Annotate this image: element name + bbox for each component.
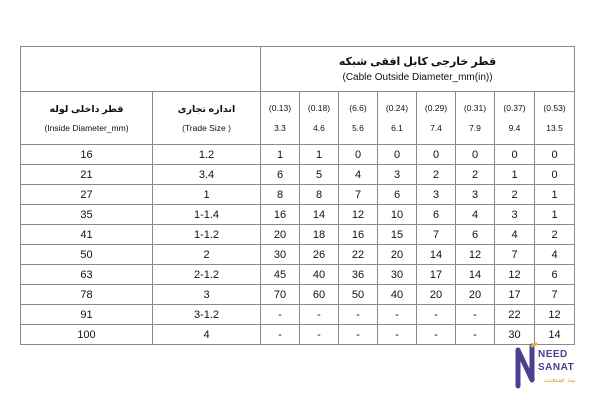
inside-diameter-cell: 91: [21, 305, 153, 325]
cable-fill-table: [20, 46, 575, 345]
cable-count-cell: 4: [339, 165, 378, 185]
cable-count-cell: -: [378, 305, 417, 325]
trade-size-cell: 3.4: [153, 165, 261, 185]
cable-count-cell: 20: [417, 285, 456, 305]
logo-text-fa: نید صنعت: [544, 375, 576, 384]
inside-diameter-cell: 63: [21, 265, 153, 285]
cable-size-mm: 7.4: [430, 123, 442, 133]
cable-size-header: [456, 92, 495, 145]
logo-mark-icon: [512, 340, 540, 392]
cable-size-mm: 5.6: [352, 123, 364, 133]
cable-count-cell: 0: [378, 145, 417, 165]
cable-count-cell: 20: [456, 285, 495, 305]
cable-count-cell: 20: [378, 245, 417, 265]
cable-count-cell: 6: [456, 225, 495, 245]
cable-size-header: [339, 92, 378, 145]
table-body: [21, 47, 575, 345]
cable-count-cell: 2: [535, 225, 575, 245]
table-title-cell: [261, 47, 575, 92]
cable-size-header: [378, 92, 417, 145]
trade-size-cell: 3: [153, 285, 261, 305]
cable-count-cell: 6: [261, 165, 300, 185]
cable-count-cell: 0: [456, 145, 495, 165]
cable-count-cell: 50: [339, 285, 378, 305]
cable-count-cell: 8: [261, 185, 300, 205]
table-row: [21, 145, 575, 165]
cable-size-inch: (0.29): [424, 103, 448, 113]
cable-count-cell: 7: [495, 245, 535, 265]
cable-size-inch: (0.53): [543, 103, 566, 113]
trade-size-cell: 2: [153, 245, 261, 265]
cable-size-mm: 13.5: [546, 123, 563, 133]
trade-size-cell: 1-1.2: [153, 225, 261, 245]
inside-diameter-cell: 78: [21, 285, 153, 305]
trade-size-cell: 1-1.4: [153, 205, 261, 225]
title-row: [21, 47, 575, 92]
table-row: [21, 185, 575, 205]
cable-count-cell: 12: [535, 305, 575, 325]
cable-count-cell: 0: [535, 145, 575, 165]
table-row: [21, 205, 575, 225]
cable-count-cell: -: [300, 325, 339, 345]
cable-count-cell: -: [261, 325, 300, 345]
cable-count-cell: 20: [261, 225, 300, 245]
cable-count-cell: 1: [535, 185, 575, 205]
cable-count-cell: -: [417, 325, 456, 345]
cable-count-cell: -: [300, 305, 339, 325]
table-row: [21, 265, 575, 285]
cable-count-cell: 14: [456, 265, 495, 285]
trade-size-cell: 1.2: [153, 145, 261, 165]
cable-size-mm: 9.4: [508, 123, 521, 133]
cable-count-cell: 22: [495, 305, 535, 325]
inside-diameter-cell: 16: [21, 145, 153, 165]
cable-count-cell: 2: [417, 165, 456, 185]
cable-size-header: [535, 92, 575, 145]
cable-count-cell: 3: [495, 205, 535, 225]
table-title-fa: قطر خارجی کابل افقی شبکه: [338, 56, 497, 68]
cable-size-inch: (0.24): [385, 103, 409, 113]
cable-count-cell: 14: [535, 325, 575, 345]
cable-count-cell: 0: [417, 145, 456, 165]
cable-count-cell: 12: [495, 265, 535, 285]
trade-size-cell: 3-1.2: [153, 305, 261, 325]
inside-diameter-cell: 27: [21, 185, 153, 205]
cable-count-cell: 4: [535, 245, 575, 265]
inside-diameter-header: [21, 92, 153, 145]
cable-count-cell: 7: [417, 225, 456, 245]
inside-diameter-header-fa: قطر داخلی لوله: [49, 103, 124, 115]
inside-diameter-cell: 50: [21, 245, 153, 265]
cable-count-cell: 14: [300, 205, 339, 225]
cable-count-cell: 3: [417, 185, 456, 205]
cable-count-cell: 40: [378, 285, 417, 305]
cable-count-cell: 0: [495, 145, 535, 165]
cable-count-cell: 1: [535, 205, 575, 225]
cable-count-cell: -: [261, 305, 300, 325]
cable-count-cell: 2: [495, 185, 535, 205]
cable-count-cell: 8: [300, 185, 339, 205]
cable-count-cell: 17: [495, 285, 535, 305]
cable-count-cell: 40: [300, 265, 339, 285]
trade-size-cell: 2-1.2: [153, 265, 261, 285]
cable-size-inch: (6.6): [349, 103, 367, 113]
trade-size-cell: 1: [153, 185, 261, 205]
table-row: [21, 325, 575, 345]
cable-count-cell: -: [456, 305, 495, 325]
cable-count-cell: 1: [495, 165, 535, 185]
cable-count-cell: 7: [339, 185, 378, 205]
cable-count-cell: 6: [417, 205, 456, 225]
cable-size-header: [417, 92, 456, 145]
cable-size-mm: 3.3: [274, 123, 286, 133]
cable-count-cell: 18: [300, 225, 339, 245]
blank-header-cell: [21, 47, 261, 92]
cable-count-cell: 26: [300, 245, 339, 265]
cable-count-cell: -: [456, 325, 495, 345]
cable-size-header: [300, 92, 339, 145]
cable-count-cell: 36: [339, 265, 378, 285]
cable-count-cell: 30: [261, 245, 300, 265]
cable-size-inch: (0.13): [268, 103, 292, 113]
cable-size-header: [495, 92, 535, 145]
table-row: [21, 285, 575, 305]
cable-size-header: [261, 92, 300, 145]
cable-count-cell: -: [378, 325, 417, 345]
cable-count-cell: 70: [261, 285, 300, 305]
trade-size-header: [153, 92, 261, 145]
cable-count-cell: 12: [456, 245, 495, 265]
cable-count-cell: 16: [339, 225, 378, 245]
cable-count-cell: 6: [378, 185, 417, 205]
inside-diameter-header-en: (Inside Diameter_mm): [44, 122, 129, 133]
cable-count-cell: 4: [495, 225, 535, 245]
cable-count-cell: 5: [300, 165, 339, 185]
cable-count-cell: 14: [417, 245, 456, 265]
logo-text-need: NEED: [538, 349, 568, 360]
cable-count-cell: 3: [456, 185, 495, 205]
table-row: [21, 245, 575, 265]
cable-size-mm: 4.6: [313, 123, 325, 133]
cable-count-cell: -: [417, 305, 456, 325]
cable-count-cell: 16: [261, 205, 300, 225]
cable-count-cell: 4: [456, 205, 495, 225]
cable-size-inch: (0.37): [503, 103, 526, 113]
inside-diameter-cell: 35: [21, 205, 153, 225]
cable-count-cell: 0: [535, 165, 575, 185]
cable-count-cell: 60: [300, 285, 339, 305]
need-sanat-logo: [512, 336, 596, 396]
table-row: [21, 165, 575, 185]
cable-size-row: [21, 92, 575, 145]
cable-count-cell: 2: [456, 165, 495, 185]
table-row: [21, 225, 575, 245]
cable-size-mm: 6.1: [391, 123, 403, 133]
table-row: [21, 305, 575, 325]
cable-count-cell: -: [339, 305, 378, 325]
trade-size-header-en: (Trade Size ): [182, 122, 231, 133]
cable-count-cell: 30: [495, 325, 535, 345]
inside-diameter-cell: 100: [21, 325, 153, 345]
cable-size-inch: (0.18): [307, 103, 331, 113]
cable-count-cell: 12: [339, 205, 378, 225]
cable-count-cell: 6: [535, 265, 575, 285]
inside-diameter-cell: 21: [21, 165, 153, 185]
cable-count-cell: 15: [378, 225, 417, 245]
cable-count-cell: 0: [339, 145, 378, 165]
trade-size-cell: 4: [153, 325, 261, 345]
cable-count-cell: 22: [339, 245, 378, 265]
cable-count-cell: 7: [535, 285, 575, 305]
cable-count-cell: -: [339, 325, 378, 345]
trade-size-header-fa: اندازه تجاری: [177, 103, 236, 115]
table-title-en: (Cable Outside Diameter_mm(in)): [342, 72, 493, 83]
cable-count-cell: 17: [417, 265, 456, 285]
cable-count-cell: 1: [261, 145, 300, 165]
cable-count-cell: 30: [378, 265, 417, 285]
cable-size-inch: (0.31): [463, 103, 487, 113]
logo-text-sanat: SANAT: [538, 362, 575, 373]
cable-size-mm: 7.9: [469, 123, 481, 133]
inside-diameter-cell: 41: [21, 225, 153, 245]
cable-count-cell: 3: [378, 165, 417, 185]
cable-count-cell: 1: [300, 145, 339, 165]
cable-count-cell: 45: [261, 265, 300, 285]
cable-count-cell: 10: [378, 205, 417, 225]
